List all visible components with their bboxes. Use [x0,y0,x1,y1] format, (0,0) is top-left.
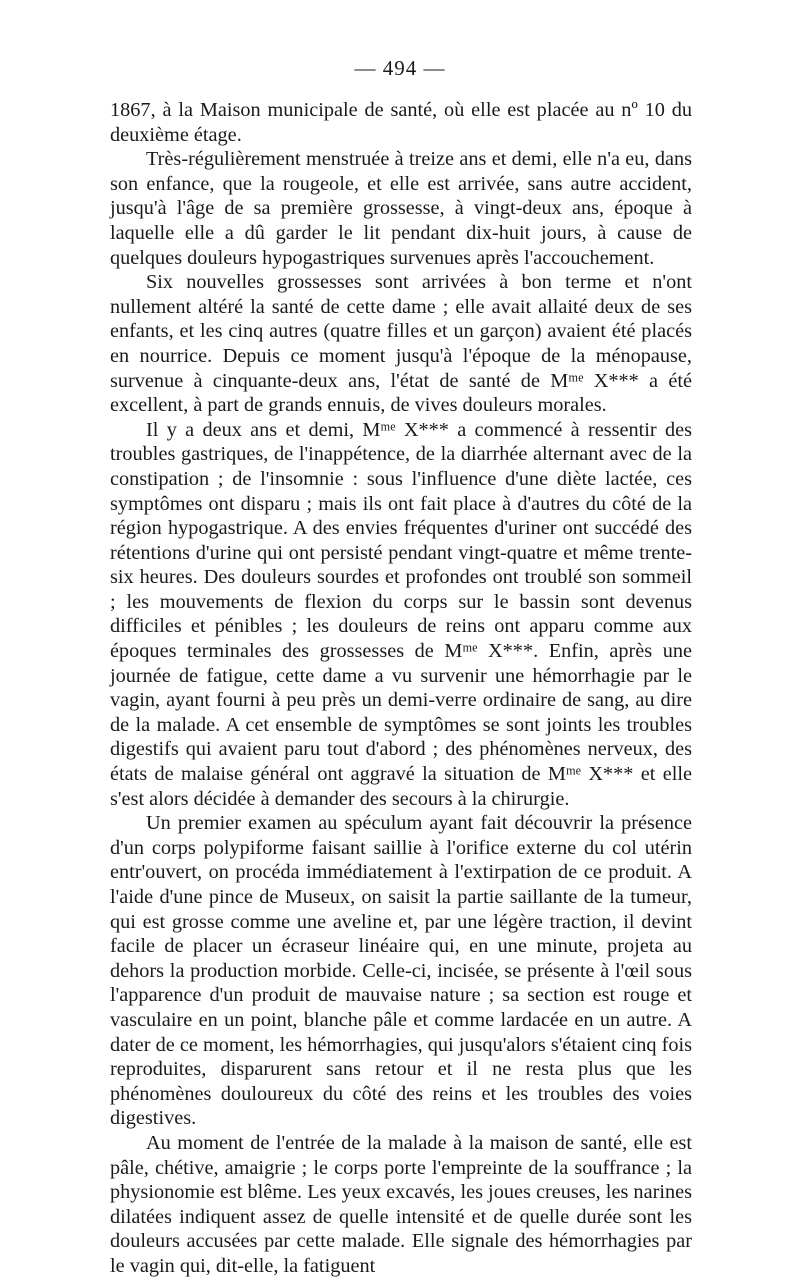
paragraph: Il y a deux ans et demi, Mᵐᵉ X*** a commencé à ressentir des troubles gastriques, de l'inappétence, de la diarrhée alternant avec de la constipation ; de l'insomnie : sous l'influence d'une diète lactée, ces symptômes ont disparu ; mais ils ont fait place à d'autres du côté de la région hypogastrique. A des envies fréquentes d'uriner ont succédé des rétentions d'urine qui ont persisté pendant vingt-quatre et même trente-six heures. Des douleurs sourdes et profondes ont troublé son sommeil ; les mouvements de flexion du corps sur le bassin sont devenus difficiles et pénibles ; les douleurs de reins ont apparu comme aux époques terminales des grossesses de Mᵐᵉ X***. Enfin, après une journée de fatigue, cette dame a vu survenir une hémorrhagie par le vagin, ayant fourni à peu près un demi-verre ordinaire de sang, au dire de la malade. A cet ensemble de symptômes se sont joints les troubles digestifs qui avaient paru tout d'abord ; des phénomènes nerveux, des états de malaise général ont aggravé la situation de Mᵐᵉ X*** et elle s'est alors décidée à demander des secours à la chirurgie. [110,418,692,810]
paragraph: Six nouvelles grossesses sont arrivées à bon terme et n'ont nullement altéré la santé de cette dame ; elle avait allaité deux de ses enfants, et les cinq autres (quatre filles et un garçon) avaient été placés en nourrice. Depuis ce moment jusqu'à l'époque de la ménopause, survenue à cinquante-deux ans, l'état de santé de Mᵐᵉ X*** a été excellent, à part de grands ennuis, de vives douleurs morales. [110,271,692,417]
body-text [110,98,692,1279]
paragraph: Très-régulièrement menstruée à treize ans et demi, elle n'a eu, dans son enfance, que la rougeole, et elle est arrivée, sans autre accident, jusqu'à l'âge de sa première grossesse, à vingt-deux ans, époque à laquelle elle a dû garder le lit pendant dix-huit jours, à cause de quelques douleurs hypogastriques survenues après l'accouchement. [110,148,692,269]
paragraph: Au moment de l'entrée de la malade à la maison de santé, elle est pâle, chétive, amaigrie ; le corps porte l'empreinte de la souffrance ; la physionomie est blême. Les yeux excavés, les joues creuses, les narines dilatées indiquent assez de quelle intensité et de quelle durée sont les douleurs accusées par cette malade. Elle signale des hémorrhagies par le vagin qui, dit-elle, la fatiguent [110,1131,692,1277]
paragraph: 1867, à la Maison municipale de santé, où elle est placée au nº 10 du deuxième étage. [110,99,692,146]
paragraph: Un premier examen au spéculum ayant fait découvrir la présence d'un corps polypiforme faisant saillie à l'orifice externe du col utérin entr'ouvert, on procéda immédiatement à l'extirpation de ce produit. A l'aide d'une pince de Museux, on saisit la partie saillante de la tumeur, qui est grosse comme une aveline et, par une légère traction, il devint facile de placer un écraseur linéaire qui, en une minute, projeta au dehors la production morbide. Celle-ci, incisée, se présente à l'œil sous l'apparence d'un produit de mauvaise nature ; sa section est rouge et vasculaire en un point, blanche pâle et comme lardacée en un autre. A dater de ce moment, les hémorrhagies, qui jusqu'alors s'étaient cinq fois reproduites, disparurent sans retour et il ne resta plus que les phénomènes douloureux du côté des reins et les troubles des voies digestives. [110,812,692,1130]
page-number: — 494 — [354,56,446,80]
